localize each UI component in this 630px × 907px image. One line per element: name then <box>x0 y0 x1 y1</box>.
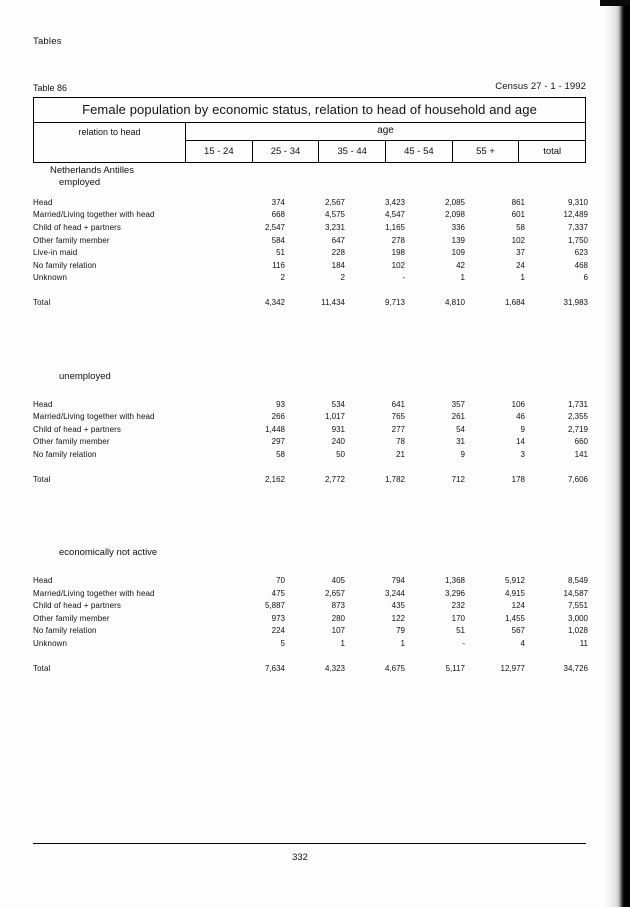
table-row <box>33 612 589 625</box>
cell-total-45-54: 712 <box>451 474 465 484</box>
column-header-15-24: 15 - 24 <box>186 141 253 162</box>
cell-45-54: 261 <box>451 412 465 422</box>
cell-total: 1,731 <box>567 399 588 409</box>
cell-25-34: 873 <box>331 601 345 611</box>
table-row <box>33 587 589 600</box>
geography-label: Netherlands Antilles <box>50 165 134 176</box>
scan-page-edge <box>600 0 630 907</box>
section-heading-employed <box>33 165 586 187</box>
cell-15-24: 116 <box>272 260 285 270</box>
row-label: Married/Living together with head <box>33 588 155 598</box>
cell-total: 9,310 <box>567 197 588 207</box>
cell-total: 14,587 <box>563 588 588 598</box>
cell-35-44: 3,423 <box>384 197 405 207</box>
cell-total-45-54: 5,117 <box>445 663 465 673</box>
cell-15-24: 5 <box>280 639 285 649</box>
column-header-55-plus: 55 + <box>453 141 520 162</box>
cell-15-24: 224 <box>271 626 285 636</box>
column-header-relation-to-head: relation to head <box>34 123 186 141</box>
cell-25-34: 50 <box>336 449 345 459</box>
row-label: Other family member <box>33 613 110 623</box>
cell-45-54: 1,368 <box>444 576 465 586</box>
table-body <box>33 165 586 674</box>
cell-15-24: 584 <box>271 235 285 245</box>
section-employed <box>33 165 586 309</box>
row-spacer <box>33 461 589 473</box>
cell-25-34: 405 <box>331 576 345 586</box>
row-label: Unknown <box>33 273 68 283</box>
cell-35-44: 122 <box>391 613 405 623</box>
cell-25-34: 931 <box>331 424 345 434</box>
table-row <box>33 398 589 411</box>
section-unemployed <box>33 371 586 486</box>
cell-45-54: 3,296 <box>444 588 465 598</box>
row-label-total: Total <box>33 474 51 484</box>
table-row <box>33 600 589 613</box>
table-row <box>33 209 589 222</box>
cell-15-24: 297 <box>271 437 285 447</box>
cell-total: 2,355 <box>567 412 588 422</box>
cell-55-plus: 4,915 <box>504 588 525 598</box>
table-row <box>33 637 589 650</box>
census-date: Census 27 - 1 - 1992 <box>495 81 586 92</box>
cell-45-54: 336 <box>451 222 465 232</box>
cell-25-34: 1 <box>340 639 345 649</box>
row-label: Married/Living together with head <box>33 210 155 220</box>
cell-total-15-24: 2,162 <box>264 474 285 484</box>
cell-35-44: 277 <box>391 424 405 434</box>
data-table-unemployed <box>33 398 589 486</box>
cell-25-34: 2,567 <box>324 197 345 207</box>
cell-total-35-44: 9,713 <box>384 297 405 307</box>
cell-total: 2,719 <box>567 424 588 434</box>
table-row <box>33 436 589 449</box>
table-row-total <box>33 662 589 675</box>
cell-55-plus: 861 <box>511 197 525 207</box>
cell-total: 141 <box>574 449 588 459</box>
cell-15-24: 475 <box>271 588 285 598</box>
table-row <box>33 423 589 436</box>
cell-35-44: 4,547 <box>384 210 405 220</box>
cell-grand-total: 7,606 <box>567 474 588 484</box>
cell-45-54: 170 <box>451 613 465 623</box>
cell-grand-total: 34,726 <box>563 663 588 673</box>
cell-15-24: 2 <box>280 273 285 283</box>
cell-45-54: 9 <box>460 449 465 459</box>
row-label: Child of head + partners <box>33 424 122 434</box>
cell-total: 623 <box>574 248 588 258</box>
cell-total-45-54: 4,810 <box>444 297 465 307</box>
row-label: Child of head + partners <box>33 601 122 611</box>
cell-45-54: 1 <box>460 273 465 283</box>
table-row <box>33 259 589 272</box>
row-label-total: Total <box>33 297 51 307</box>
cell-55-plus: 124 <box>511 601 525 611</box>
table-row <box>33 234 589 247</box>
cell-total: 1,750 <box>567 235 588 245</box>
row-label: Other family member <box>33 437 110 447</box>
table-row <box>33 574 589 587</box>
row-label: Live-in maid <box>33 248 78 258</box>
cell-55-plus: 46 <box>516 412 525 422</box>
cell-15-24: 5,887 <box>264 601 285 611</box>
page-number: 332 <box>292 852 308 863</box>
table-row <box>33 221 589 234</box>
row-label: Head <box>33 399 53 409</box>
cell-55-plus: 37 <box>516 248 525 258</box>
cell-total: 7,337 <box>567 222 588 232</box>
cell-35-44: 1,165 <box>384 222 405 232</box>
row-label: Unknown <box>33 639 68 649</box>
cell-45-54: 2,085 <box>444 197 465 207</box>
status-label-economically-not-active: economically not active <box>59 547 158 559</box>
cell-total: 468 <box>574 260 588 270</box>
column-header-total: total <box>543 146 562 157</box>
table-header-box <box>33 97 586 163</box>
cell-35-44: 3,244 <box>384 588 405 598</box>
cell-45-54: 109 <box>451 248 465 258</box>
cell-total: 12,489 <box>563 210 588 220</box>
cell-55-plus: 5,912 <box>504 576 525 586</box>
cell-total-25-34: 2,772 <box>324 474 345 484</box>
cell-15-24: 668 <box>271 210 285 220</box>
cell-total-25-34: 11,434 <box>321 297 345 307</box>
cell-45-54: 139 <box>451 235 465 245</box>
cell-15-24: 374 <box>271 197 285 207</box>
cell-15-24: 93 <box>276 399 285 409</box>
cell-15-24: 266 <box>271 412 285 422</box>
row-label: No family relation <box>33 260 97 270</box>
cell-grand-total: 31,983 <box>563 297 588 307</box>
cell-15-24: 58 <box>276 449 285 459</box>
cell-25-34: 280 <box>331 613 345 623</box>
cell-45-54: 51 <box>456 626 465 636</box>
cell-total-35-44: 1,782 <box>384 474 405 484</box>
cell-25-34: 647 <box>331 235 345 245</box>
cell-35-44: 641 <box>391 399 405 409</box>
row-label-total: Total <box>33 663 51 673</box>
column-header-45-54: 45 - 54 <box>386 141 453 162</box>
row-label: No family relation <box>33 626 97 636</box>
cell-total: 11 <box>579 639 588 649</box>
cell-15-24: 1,448 <box>264 424 285 434</box>
cell-15-24: 973 <box>271 613 285 623</box>
cell-35-44: 102 <box>391 260 405 270</box>
cell-45-54: 54 <box>456 424 465 434</box>
cell-25-34: 2,657 <box>324 588 345 598</box>
footer-rule <box>33 843 586 844</box>
row-label: Head <box>33 197 53 207</box>
running-head: Tables <box>33 36 62 47</box>
table-stub-tail <box>33 157 586 163</box>
row-label: Other family member <box>33 235 110 245</box>
cell-35-44: 78 <box>396 437 405 447</box>
table-row <box>33 246 589 259</box>
cell-45-54: 42 <box>456 260 465 270</box>
scan-page-edge-top <box>600 0 630 6</box>
row-label: Head <box>33 576 53 586</box>
cell-35-44: 198 <box>391 248 405 258</box>
cell-total-55-plus: 12,977 <box>500 663 525 673</box>
cell-25-34: 3,231 <box>324 222 345 232</box>
table-row <box>33 625 589 638</box>
column-header-35-44: 35 - 44 <box>319 141 386 162</box>
cell-15-24: 51 <box>276 248 285 258</box>
table-caption-line <box>33 83 586 96</box>
table-row <box>33 448 589 461</box>
cell-55-plus: 102 <box>511 235 525 245</box>
cell-35-44: 794 <box>391 576 405 586</box>
row-label: No family relation <box>33 449 97 459</box>
section-economically-not-active <box>33 547 586 674</box>
table-title: Female population by economic status, relation to head of household and age <box>34 98 585 123</box>
cell-total: 7,551 <box>567 601 588 611</box>
cell-25-34: 240 <box>331 437 345 447</box>
cell-25-34: 1,017 <box>324 412 345 422</box>
row-spacer <box>33 650 589 662</box>
stub-divider <box>185 157 186 163</box>
cell-total: 3,000 <box>567 613 588 623</box>
cell-55-plus: 14 <box>516 437 525 447</box>
cell-25-34: 107 <box>331 626 345 636</box>
cell-55-plus: 24 <box>516 260 525 270</box>
table-row <box>33 410 589 423</box>
cell-35-44: 21 <box>396 449 405 459</box>
cell-45-54: 357 <box>451 399 465 409</box>
cell-45-54: 31 <box>456 437 465 447</box>
cell-25-34: 4,575 <box>324 210 345 220</box>
cell-15-24: 2,547 <box>264 222 285 232</box>
cell-55-plus: 3 <box>520 449 525 459</box>
cell-35-44: 1 <box>400 639 405 649</box>
cell-45-54: 2,098 <box>444 210 465 220</box>
table-row-total <box>33 473 589 486</box>
column-header-25-34: 25 - 34 <box>253 141 320 162</box>
cell-35-44: 435 <box>391 601 405 611</box>
cell-total: 660 <box>574 437 588 447</box>
cell-55-plus: 9 <box>520 424 525 434</box>
row-spacer <box>33 284 589 296</box>
table-number: Table 86 <box>33 83 68 93</box>
cell-total: 8,549 <box>567 576 588 586</box>
cell-45-54: 232 <box>451 601 465 611</box>
cell-25-34: 534 <box>331 399 345 409</box>
cell-15-24: 70 <box>276 576 285 586</box>
cell-total-55-plus: 1,684 <box>504 297 525 307</box>
column-group-header-age: age <box>186 123 585 141</box>
status-label-employed: employed <box>59 177 101 188</box>
cell-55-plus: 4 <box>520 639 525 649</box>
row-label: Child of head + partners <box>33 222 122 232</box>
data-table-economically-not-active <box>33 574 589 674</box>
table-row <box>33 272 589 285</box>
cell-35-44: 765 <box>391 412 405 422</box>
cell-55-plus: 106 <box>511 399 525 409</box>
table-row <box>33 196 589 209</box>
cell-55-plus: 1 <box>520 273 525 283</box>
cell-55-plus: 58 <box>516 222 525 232</box>
cell-total-25-34: 4,323 <box>324 663 345 673</box>
cell-55-plus: 567 <box>511 626 525 636</box>
cell-35-44: - <box>402 273 405 283</box>
cell-25-34: 184 <box>331 260 345 270</box>
cell-45-54: - <box>462 639 465 649</box>
table-header-row-upper <box>34 123 585 141</box>
cell-25-34: 2 <box>340 273 345 283</box>
cell-total-15-24: 7,634 <box>264 663 285 673</box>
cell-55-plus: 601 <box>511 210 525 220</box>
cell-total: 1,028 <box>567 626 588 636</box>
cell-total-15-24: 4,342 <box>264 297 285 307</box>
row-label: Married/Living together with head <box>33 412 155 422</box>
status-label-unemployed: unemployed <box>59 370 111 382</box>
cell-35-44: 278 <box>391 235 405 245</box>
cell-25-34: 228 <box>331 248 345 258</box>
cell-35-44: 79 <box>396 626 405 636</box>
table-row-total <box>33 296 589 309</box>
cell-total-55-plus: 178 <box>511 474 525 484</box>
data-table-employed <box>33 196 589 309</box>
cell-total: 6 <box>583 273 588 283</box>
cell-total-35-44: 4,675 <box>384 663 405 673</box>
cell-55-plus: 1,455 <box>504 613 525 623</box>
